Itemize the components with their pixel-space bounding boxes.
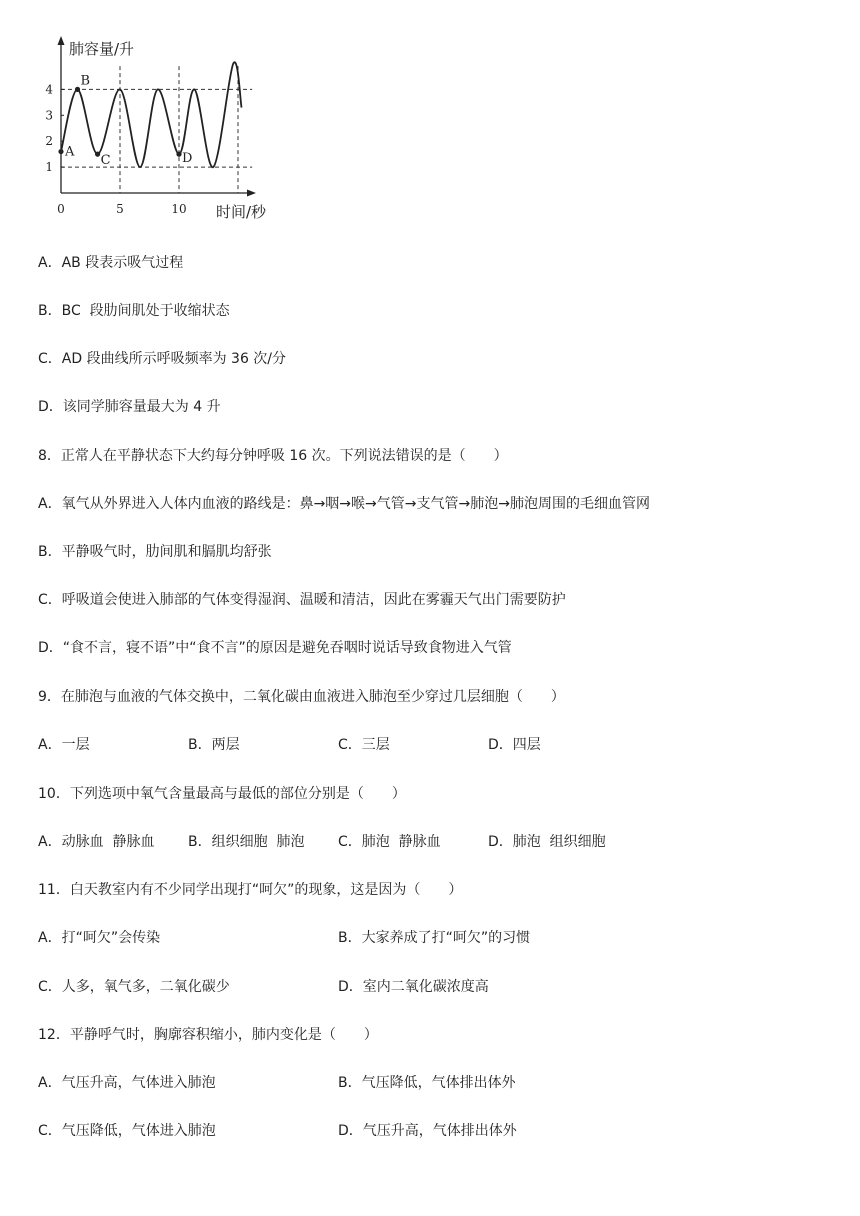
q9-option-a: A．一层 xyxy=(38,737,90,753)
chart-svg xyxy=(38,30,288,230)
q12-option-c: C．气压降低，气体进入肺泡 xyxy=(38,1123,216,1139)
point-b xyxy=(75,87,80,92)
x-tick-label: 5 xyxy=(116,202,124,216)
x-axis-label: 时间/秒 xyxy=(216,203,267,221)
q9-option-d: D．四层 xyxy=(488,737,541,753)
point-label-b: B xyxy=(80,73,91,89)
y-tick-label: 4 xyxy=(45,82,53,97)
point-c xyxy=(95,152,100,157)
y-axis-label: 肺容量/升 xyxy=(69,40,135,58)
q12-option-b: B．气压降低，气体排出体外 xyxy=(338,1075,516,1091)
q9-stem: 9．在肺泡与血液的气体交换中，二氧化碳由血液进入肺泡至少穿过几层细胞（ ） xyxy=(38,689,565,705)
q12-stem: 12．平静呼气时，胸廓容积缩小，肺内变化是（ ） xyxy=(38,1027,378,1043)
q11-option-b: B．大家养成了打“呵欠”的习惯 xyxy=(338,930,531,946)
point-label-d: D xyxy=(182,151,193,167)
point-label-c: C xyxy=(100,153,111,169)
q7-option-a: A．AB 段表示吸气过程 xyxy=(38,255,184,271)
point-a xyxy=(58,149,63,154)
q11-option-c: C．人多，氧气多，二氧化碳少 xyxy=(38,979,230,995)
x-tick-label: 10 xyxy=(171,202,187,216)
q11-option-a: A．打“呵欠”会传染 xyxy=(38,930,161,946)
q11-stem: 11．白天教室内有不少同学出现打“呵欠”的现象，这是因为（ ） xyxy=(38,882,463,898)
q9-option-b: B．两层 xyxy=(188,737,240,753)
q10-option-a: A．动脉血 静脉血 xyxy=(38,834,155,850)
q7-option-b: B．BC 段肋间肌处于收缩状态 xyxy=(38,303,230,319)
q11-option-d: D．室内二氧化碳浓度高 xyxy=(338,979,489,995)
y-tick-label: 3 xyxy=(45,108,53,123)
y-tick-label: 1 xyxy=(45,160,53,175)
q7-option-d: D．该同学肺容量最大为 4 升 xyxy=(38,399,221,415)
q10-option-d: D．肺泡 组织细胞 xyxy=(488,834,606,850)
point-d xyxy=(176,152,181,157)
q8-option-b: B．平静吸气时，肋间肌和膈肌均舒张 xyxy=(38,544,272,560)
y-axis-arrow xyxy=(58,36,65,45)
q9-option-c: C．三层 xyxy=(338,737,390,753)
lung-volume-chart xyxy=(38,30,288,230)
q12-option-d: D．气压升高，气体排出体外 xyxy=(338,1123,517,1139)
point-label-a: A xyxy=(65,144,75,160)
x-tick-label: 0 xyxy=(57,202,65,216)
x-axis-arrow xyxy=(247,190,256,197)
q10-stem: 10．下列选项中氧气含量最高与最低的部位分别是（ ） xyxy=(38,786,406,802)
q10-option-c: C．肺泡 静脉血 xyxy=(338,834,441,850)
q10-option-b: B．组织细胞 肺泡 xyxy=(188,834,305,850)
q7-option-c: C．AD 段曲线所示呼吸频率为 36 次/分 xyxy=(38,351,287,367)
q12-option-a: A．气压升高，气体进入肺泡 xyxy=(38,1075,216,1091)
q8-option-d: D．“食不言，寝不语”中“食不言”的原因是避免吞咽时说话导致食物进入气管 xyxy=(38,640,512,656)
q8-option-a: A．氧气从外界进入人体内血液的路线是：鼻→咽→喉→气管→支气管→肺泡→肺泡周围的毛细血管网 xyxy=(38,496,650,512)
q8-stem: 8．正常人在平静状态下大约每分钟呼吸 16 次。下列说法错误的是（ ） xyxy=(38,448,508,464)
y-tick-label: 2 xyxy=(45,134,53,149)
q8-option-c: C．呼吸道会使进入肺部的气体变得湿润、温暖和清洁，因此在雾霾天气出门需要防护 xyxy=(38,592,566,608)
